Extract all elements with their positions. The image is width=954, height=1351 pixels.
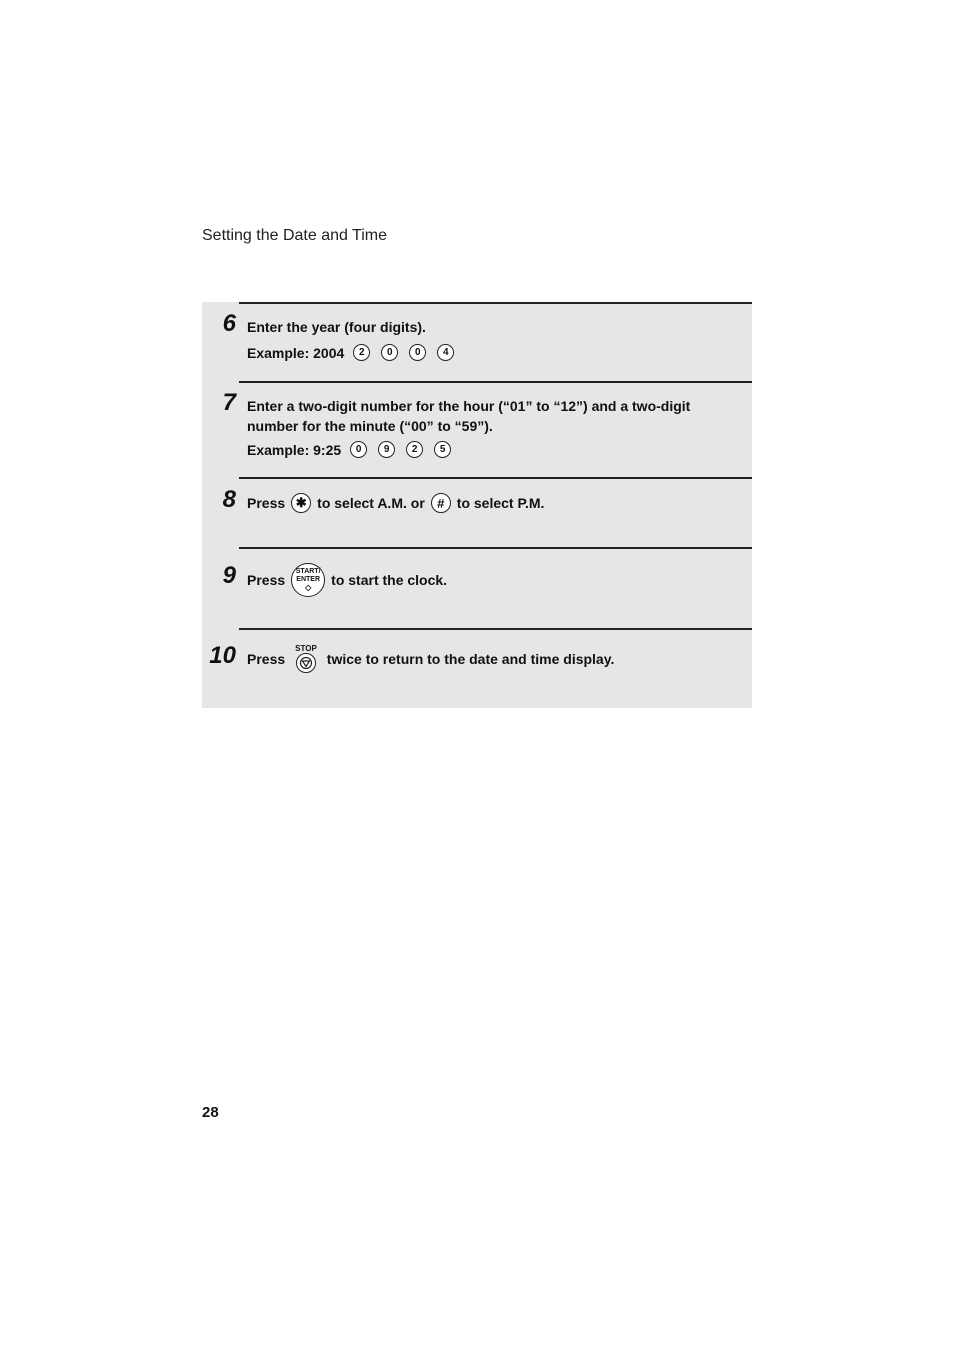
asterisk-key-icon: ✱ <box>291 493 311 513</box>
step-number: 10 <box>209 642 236 669</box>
example-label: Example: 9:25 <box>247 441 342 458</box>
digit-key-9: 9 <box>378 441 395 458</box>
step-number: 8 <box>222 486 236 513</box>
key-label-enter: ENTER <box>296 576 321 583</box>
step-text: Enter a two-digit number for the hour (“01” to “12”) and a two-digit <box>247 398 691 414</box>
start-symbol-icon: ◇ <box>305 583 312 592</box>
step-text-end: to select P.M. <box>456 495 545 511</box>
start-enter-key-icon <box>291 563 325 597</box>
step-text <box>247 563 447 597</box>
step-text: number for the minute (“00” to “59”). <box>247 418 493 434</box>
step-text-end: to start the clock. <box>331 572 448 588</box>
step-number: 9 <box>222 562 236 589</box>
digit-key-4: 4 <box>437 344 454 361</box>
page-number: 28 <box>202 1104 219 1121</box>
step-number: 6 <box>222 310 236 337</box>
key-label-start: START/ <box>295 568 321 575</box>
step-text-end: twice to return to the date and time display. <box>326 650 615 667</box>
digit-key-5: 5 <box>434 441 451 458</box>
press-text: Press <box>247 495 286 511</box>
divider <box>239 628 752 630</box>
digit-key-2: 2 <box>353 344 370 361</box>
stop-key-icon <box>295 644 317 673</box>
divider <box>239 302 752 304</box>
step-text <box>247 493 544 513</box>
digit-key-0: 0 <box>350 441 367 458</box>
example-row <box>247 441 451 458</box>
steps-panel <box>202 302 752 708</box>
key-label-stop: STOP <box>295 644 317 653</box>
step-number: 7 <box>222 389 236 416</box>
example-label: Example: 2004 <box>247 344 345 361</box>
page-header: Setting the Date and Time <box>202 227 387 244</box>
example-row <box>247 344 454 361</box>
divider <box>239 477 752 479</box>
divider <box>239 381 752 383</box>
digit-key-0: 0 <box>409 344 426 361</box>
hash-key-icon: # <box>431 493 451 513</box>
press-text: Press <box>247 572 286 588</box>
divider <box>239 547 752 549</box>
stop-symbol-icon <box>296 653 316 673</box>
digit-key-2: 2 <box>406 441 423 458</box>
step-text: Enter the year (four digits). <box>247 319 426 335</box>
step-text <box>247 644 614 673</box>
digit-key-0: 0 <box>381 344 398 361</box>
step-text-mid: to select A.M. or <box>317 495 425 511</box>
press-text: Press <box>247 650 286 667</box>
